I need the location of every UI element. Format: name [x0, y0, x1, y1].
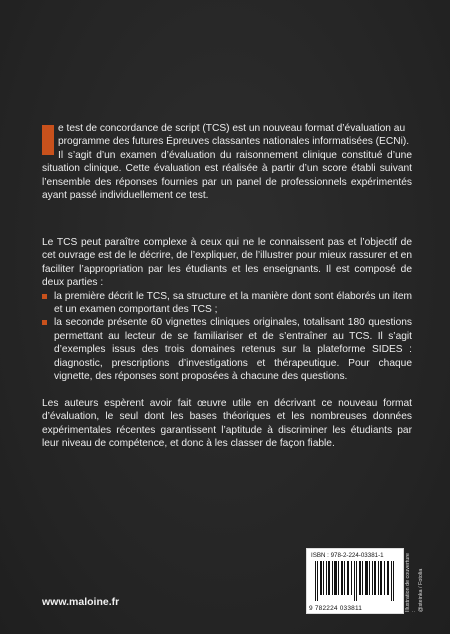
- list-item-text: la première décrit le TCS, sa structure et la manière dont sont élaborés un item et un examen comportant des TCS ;: [54, 290, 412, 316]
- isbn-label: ISBN : 978-2-224-03381-1: [311, 552, 384, 559]
- bullet-square-icon: [42, 294, 47, 299]
- credit-line-1: Illustration de couverture :: [405, 552, 418, 612]
- website-link[interactable]: www.maloine.fr: [42, 596, 120, 608]
- intro-paragraph-1: e test de concordance de script (TCS) est un nouveau format d’évaluation au programme des futures Épreuves classantes nationales informatisées (ECNi).: [58, 123, 410, 148]
- description-paragraph: Le TCS peut paraître complexe à ceux qui ne le connaissent pas et l’objectif de cet ouvrage est de le décrire, de l’expliquer, de l’illustrer pour mieux rassurer et en faciliter l’appropriation par les étudiants et les enseignants. Il est composé de deux parties :: [42, 237, 412, 289]
- parts-list: [42, 290, 412, 384]
- barcode-number: 9 782224 033811: [309, 605, 363, 612]
- credit-line-2: @steinka / Fotolia: [417, 568, 424, 612]
- cover-credit: [405, 552, 450, 612]
- intro-section: [42, 122, 412, 202]
- bullet-square-icon: [42, 320, 47, 325]
- barcode-bars-icon: [313, 561, 397, 601]
- dropcap-block: [42, 125, 54, 155]
- barcode: [306, 548, 404, 614]
- intro-paragraph-2: Il s’agit d’un examen d’évaluation du raisonnement clinique constitué d’une situation clinique. Cette évaluation est réalisée à partir d’un score établi suivant l’ensemble des réponses fournies par un panel de professionnels expérimentés ayant passé individuellement ce test.: [42, 149, 412, 202]
- list-item: [42, 290, 412, 317]
- conclusion-section: [42, 397, 412, 451]
- list-item: [42, 316, 412, 383]
- conclusion-paragraph: Les auteurs espèrent avoir fait œuvre utile en décrivant ce nouveau format d’évaluation, le seul dont les bases théoriques et les nombreuses données expérimentales récentes garantissent l’aptitude à discriminer les étudiants par leur niveau de compétence, et donc à les classer de façon fiable.: [42, 398, 412, 450]
- description-section: [42, 236, 412, 383]
- list-item-text: la seconde présente 60 vignettes cliniques originales, totalisant 180 questions permettant au lecteur de se familiariser et de s’entraîner au TCS. Il s’agit d’exemples issus des trois domaines retenus sur la plateforme SIDES : diagnostic, prescriptions d’investigations et thérapeutique. Pour chaque vignette, des réponses sont proposées à chacune des questions.: [54, 317, 412, 383]
